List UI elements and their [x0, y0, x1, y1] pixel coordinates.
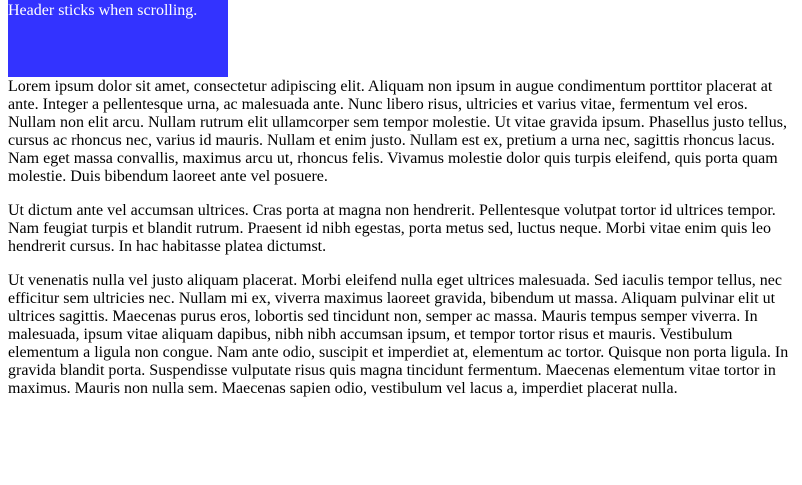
page-content: [8, 78, 798, 414]
sticky-header: [8, 0, 228, 77]
paragraph-1: Lorem ipsum dolor sit amet, consectetur adipiscing elit. Aliquam non ipsum in augue condimentum porttitor placerat at ante. Integer a pellentesque urna, ac malesuada ante. Nunc libero risus, ultricies et varius vitae, fermentum vel eros. Nullam non elit arcu. Nullam rutrum elit ullamcorper sem tempor molestie. Ut vitae gravida ipsum. Phasellus justo tellus, cursus ac rhoncus nec, varius id mauris. Nullam et enim justo. Nullam est ex, pretium a urna nec, sagittis rhoncus lacus. Nam eget massa convallis, maximus arcu ut, rhoncus felis. Vivamus molestie dolor quis turpis eleifend, quis porta quam molestie. Duis bibendum laoreet ante vel posuere.: [8, 78, 787, 185]
sticky-header-text: Header sticks when scrolling.: [8, 2, 198, 19]
paragraph-3: Ut venenatis nulla vel justo aliquam placerat. Morbi eleifend nulla eget ultrices malesuada. Sed iaculis tempor tellus, nec efficitur sem ultricies nec. Nullam mi ex, viverra maximus laoreet gravida, bibendum ut massa. Aliquam pulvinar elit ut ultrices sagittis. Maecenas purus eros, lobortis sed tincidunt non, semper ac massa. Mauris tempus semper viverra. In malesuada, ipsum vitae aliquam dapibus, nibh nibh accumsan ipsum, et tempor tortor risus et mauris. Vestibulum elementum a ligula non congue. Nam ante odio, suscipit et imperdiet at, elementum ac tortor. Quisque non porta ligula. In gravida blandit porta. Suspendisse vulputate risus quis magna tincidunt fermentum. Maecenas elementum vitae tortor in maximus. Mauris non nulla sem. Maecenas sapien odio, vestibulum vel lacus a, imperdiet placerat nulla.: [8, 272, 789, 397]
paragraph-2: Ut dictum ante vel accumsan ultrices. Cras porta at magna non hendrerit. Pellentesque volutpat tortor id ultrices tempor. Nam feugiat turpis et blandit rutrum. Praesent id nibh egestas, porta metus sed, luctus neque. Morbi vitae enim quis leo hendrerit cursus. In hac habitasse platea dictumst.: [8, 202, 776, 255]
